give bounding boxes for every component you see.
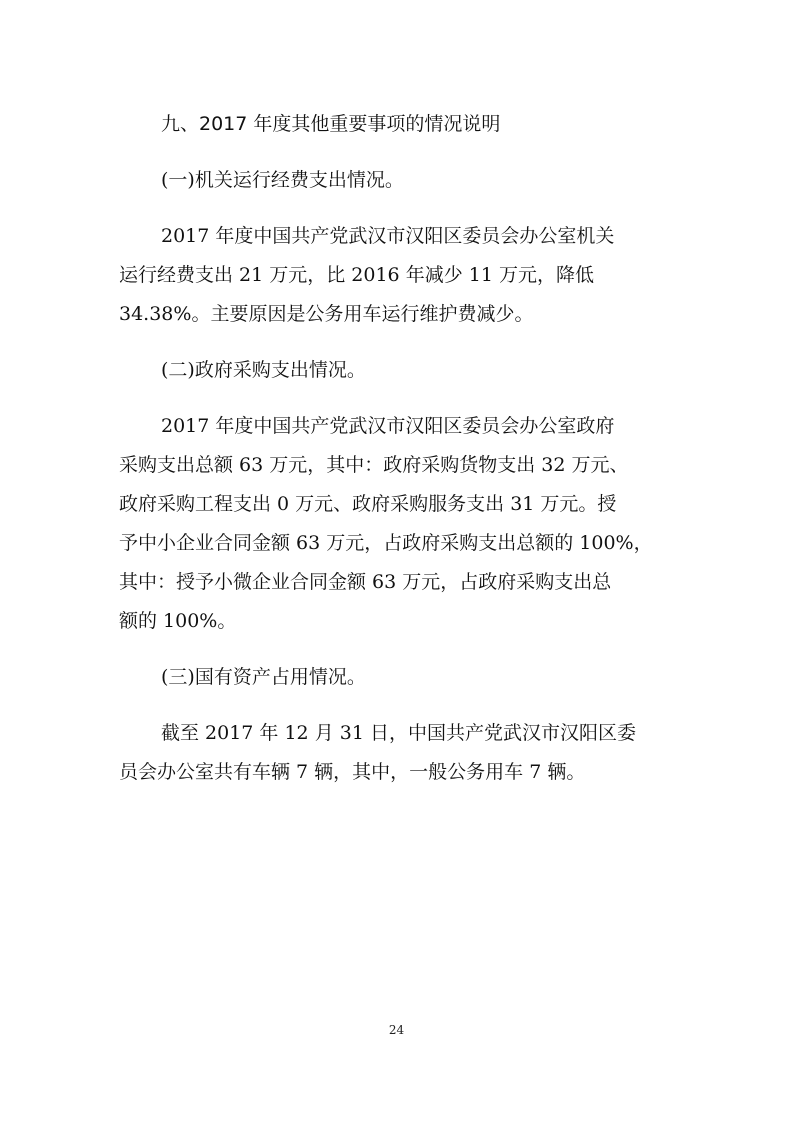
- subsection-2-line-4: 予中小企业合同金额 63 万元，占政府采购支出总额的 100%，: [119, 532, 653, 554]
- subsection-1-heading: (一)机关运行经费支出情况。: [161, 169, 404, 191]
- subsection-1-line-2: 运行经费支出 21 万元，比 2016 年减少 11 万元，降低: [119, 264, 594, 286]
- page-number: 24: [388, 1023, 405, 1037]
- subsection-1-line-3: 34.38%。主要原因是公务用车运行维护费减少。: [119, 303, 534, 325]
- subsection-2-line-1: 2017 年度中国共产党武汉市汉阳区委员会办公室政府: [161, 415, 615, 437]
- subsection-1-line-1: 2017 年度中国共产党武汉市汉阳区委员会办公室机关: [161, 225, 615, 247]
- subsection-3-heading: (三)国有资产占用情况。: [161, 666, 366, 688]
- section-title: 九、2017 年度其他重要事项的情况说明: [161, 113, 501, 135]
- subsection-3-line-1: 截至 2017 年 12 月 31 日，中国共产党武汉市汉阳区委: [161, 722, 636, 744]
- subsection-2-line-3: 政府采购工程支出 0 万元、政府采购服务支出 31 万元。授: [119, 493, 617, 515]
- subsection-2-line-2: 采购支出总额 63 万元，其中：政府采购货物支出 32 万元、: [119, 454, 629, 476]
- subsection-3-line-2: 员会办公室共有车辆 7 辆，其中，一般公务用车 7 辆。: [119, 761, 586, 783]
- subsection-2-line-6: 额的 100%。: [119, 610, 237, 632]
- subsection-2-heading: (二)政府采购支出情况。: [161, 359, 366, 381]
- subsection-2-line-5: 其中：授予小微企业合同金额 63 万元，占政府采购支出总: [119, 571, 612, 593]
